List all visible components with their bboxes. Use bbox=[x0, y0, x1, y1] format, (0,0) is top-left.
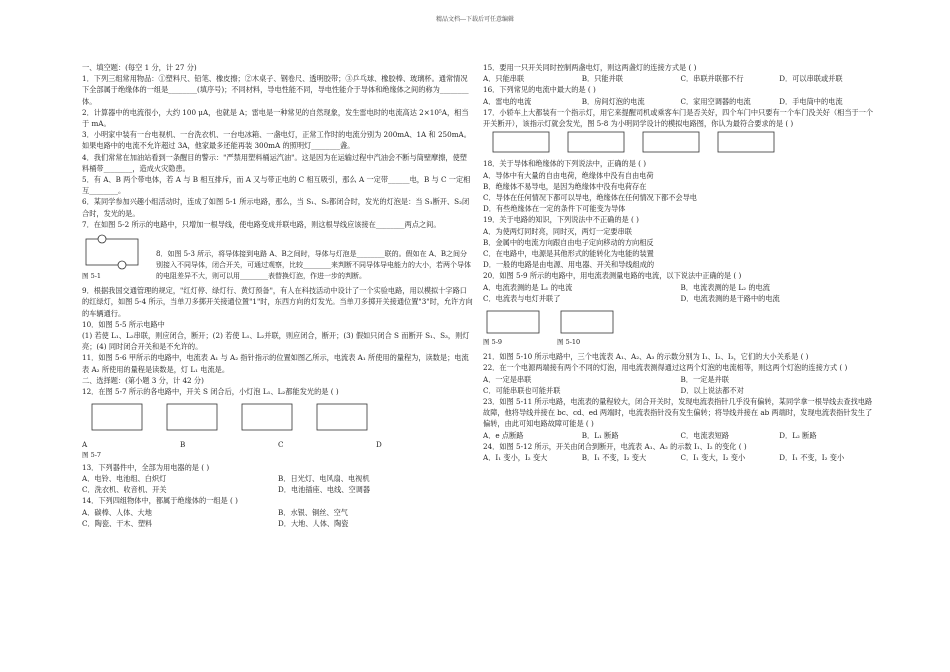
option: B．电流表测的是 L₂ 的电流 bbox=[680, 282, 770, 292]
option: C．串联并联都不行 bbox=[680, 74, 744, 84]
question-16: 16．下列常见的电流中最大的是 ( ) bbox=[483, 85, 596, 95]
option: D．大地、人体、陶瓷 bbox=[278, 518, 349, 528]
question-1: 1．下列三组常用物品：①塑料尺、铅笔、橡皮擦；②木桌子、钢卷尺、透明胶带；③乒乓球、橡胶棒、玻璃杯。通常情况下全部属于绝缘体的一组是________(填序号)；不同材料，导电性能不同，导电性能介于导体和绝缘体之间的称为________体。 bbox=[82, 74, 469, 106]
options-20 bbox=[483, 282, 878, 304]
option: A．电铃、电池组、白炽灯 bbox=[82, 473, 167, 483]
circuit-diagram-5-10 bbox=[557, 307, 617, 337]
question-8: 8．如图 5-3 所示，将导体接到电路 A、B之间时，导体与灯泡是________联的。假如在 A、B之间分别接入不同导体，闭合开关，可通过观察，比较________来判断不同导体导电能力的大小，若两个导体的电阻差异不大，则可以用________表替换灯泡，作进一步的判断。 bbox=[156, 249, 471, 281]
question-2: 2．计算器中的电流很小，大约 100 μA，也就是 A；雷电是一种常见的自然现象，发生雷电时的电流高达 2×10⁵A，相当于 mA。 bbox=[82, 107, 469, 129]
question-12: 12．在图 5-7 所示的各电路中，开关 S 闭合后，小灯泡 L₁、L₂都能发光的是 ( ) bbox=[82, 387, 339, 397]
figure-5-7 bbox=[82, 400, 474, 436]
option: B．I₁ 不变，I₂ 变大 bbox=[581, 453, 647, 463]
option: D．电池插座、电线、空调器 bbox=[278, 485, 371, 495]
circuit-diagrams-5-7 bbox=[82, 400, 382, 436]
option: B．金属中的电流方向跟自由电子定向移动的方向相反 bbox=[483, 237, 654, 247]
option: D．I₁ 不变，I₂ 变小 bbox=[779, 453, 845, 463]
left-column bbox=[82, 62, 474, 529]
question-10-parts: (1) 若使 L₁、L₂串联，则应闭合，断开；(2) 若使 L₁、L₂并联，则应闭合，断开；(3) 假如只闭合 S 而断开 S₁、S₃，则灯亮；(4) 同时闭合开关和是不允许的。 bbox=[82, 331, 470, 352]
option: C．洗衣机、收音机、开关 bbox=[82, 485, 167, 495]
option: C．家用空调器的电流 bbox=[680, 96, 751, 106]
option: B．水银、铜丝、空气 bbox=[278, 507, 348, 517]
option: C．电流表短路 bbox=[680, 430, 730, 440]
question-11: 11．如图 5-6 甲所示的电路中，电流表 A₁ 与 A₂ 指针指示的位置如图乙所示，电流表 A₁ 所使用的量程为，读数是；电流表 A₂ 所使用的量程是读数是，灯 L₁ 电流是。 bbox=[82, 353, 469, 374]
option: C．导体在任何情况下都可以导电，绝缘体在任何情况下都不会导电 bbox=[483, 193, 697, 203]
question-9: 9．根据我国交通管理的规定，"红灯停、绿灯行、黄灯预备"，有人在科技活动中设计了一个实验电路，用以模拟十字路口的红绿灯，如图 5-4 所示，当单刀多掷开关接通位置"1"时，东西方向的灯发光。当单刀多掷开关接通位置"3"时，允许方向的车辆通行。 bbox=[82, 286, 473, 318]
options-13 bbox=[82, 473, 474, 495]
option: A．电流表测的是 L₁ 的电流 bbox=[483, 282, 573, 292]
option: D．电流表测的是干路中的电流 bbox=[680, 293, 780, 303]
option: B．一定是并联 bbox=[680, 374, 729, 384]
figure-label-c: C bbox=[278, 440, 284, 450]
circuit-diagram-5-1 bbox=[82, 233, 142, 271]
section-choice-title: 二、选择题：(第小题 3 分，计 42 分) bbox=[82, 375, 204, 385]
option: B．绝缘体不易导电，是因为绝缘体中没有电荷存在 bbox=[483, 181, 647, 191]
question-23: 23．如图 5-11 所示电路，电流表的量程较大，闭合开关时，发现电流表指针几乎没有偏转，某同学拿一根导线去查找电路故障，他将导线并接在 bc、cd、ed 两端时，电流表指针没有发生偏转；将导线并接在 ab 两端时，发现电流表指针发生了偏转，由此可知电路故障可能是 ( ) bbox=[483, 397, 873, 429]
option: B．L₁ 断路 bbox=[581, 430, 619, 440]
option: C．在电路中，电源是其他形式的能转化为电能的装置 bbox=[483, 249, 654, 259]
option: A．一定是串联 bbox=[483, 374, 532, 384]
option: A．e 点断路 bbox=[483, 430, 524, 440]
options-22 bbox=[483, 374, 878, 396]
question-4: 4．我们常常在加油站看到一条醒目的警示："严禁用塑料桶运汽油"。这是因为在运输过程中汽油会不断与筒壁摩擦，使塑料桶带________，造成火灾隐患。 bbox=[82, 152, 467, 173]
option: A．碳棒、人体、大地 bbox=[82, 507, 152, 517]
figure-label-d: D bbox=[376, 440, 382, 450]
question-10: 10．如图 5-5 所示电路中 bbox=[82, 319, 165, 329]
question-21: 21．如图 5-10 所示电路中，三个电流表 A₁、A₂、A₃ 的示数分别为 I₁、I₂、I₃，它们的大小关系是 ( ) bbox=[483, 352, 809, 362]
question-22: 22．在一个电源两端接有两个不同的灯泡，用电流表测得通过这两个灯泡的电流相等，则这两个灯泡的连接方式 ( ) bbox=[483, 363, 848, 373]
option: A．I₁ 变小，I₂ 变大 bbox=[483, 453, 548, 463]
figure-caption: 图 5-7 bbox=[82, 451, 102, 460]
question-19: 19．关于电路的知识，下列说法中不正确的是 ( ) bbox=[483, 215, 639, 225]
section-fill-title: 一、填空题：(每空 1 分，计 27 分) bbox=[82, 63, 197, 72]
question-5: 5．有 A、B 两个带电体，若 A 与 B 相互排斥，而 A 又与带正电的 C 相互吸引，那么 A 一定带______电，B 与 C 一定相互________。 bbox=[82, 175, 471, 196]
option: C．I₁ 变大，I₂ 变小 bbox=[680, 453, 746, 463]
question-15: 15．要用一只开关同时控制两盏电灯，则这两盏灯的连接方式是 ( ) bbox=[483, 63, 697, 72]
option: D．有些绝缘体在一定的条件下可能变为导体 bbox=[483, 204, 626, 214]
option: A．导体中有大量的自由电荷，绝缘体中没有自由电荷 bbox=[483, 170, 654, 180]
option: A．为使两灯同时亮，同时灭，两灯一定要串联 bbox=[483, 226, 632, 236]
option: C．可能串联也可能并联 bbox=[483, 385, 561, 395]
figure-label-a: A bbox=[82, 440, 88, 450]
option: B．日光灯、电风扇、电视机 bbox=[278, 473, 370, 483]
option: A．雷电的电流 bbox=[483, 96, 532, 106]
question-18: 18．关于导体和绝缘体的下列说法中，正确的是 ( ) bbox=[483, 159, 647, 169]
question-6: 6．某同学参加兴趣小组活动时，连成了如图 5-1 所示电路，那么，当 S₁、S₂都闭合时，发光的灯泡是：当 S₁断开、S₂闭合时，发光的是。 bbox=[82, 197, 470, 218]
right-column bbox=[483, 62, 878, 463]
options-14 bbox=[82, 507, 474, 529]
options-15 bbox=[483, 73, 878, 84]
question-20: 20．如图 5-9 所示的电路中，用电流表测量电路的电流，以下说法中正确的是 ( ) bbox=[483, 271, 742, 281]
options-23 bbox=[483, 430, 878, 441]
option: C．陶瓷、干木、塑料 bbox=[82, 518, 153, 528]
option: B．只能并联 bbox=[581, 74, 623, 84]
option: D．以上说法都不对 bbox=[680, 385, 744, 395]
figure-caption: 图 5-9 bbox=[483, 338, 503, 347]
circuit-diagrams-5-8 bbox=[483, 129, 783, 155]
page-header: 精品文档---下载后可任意编辑 bbox=[435, 16, 515, 23]
circuit-diagram-5-9 bbox=[483, 307, 543, 337]
option: D．一般的电路是由电源、用电器、开关和导线组成的 bbox=[483, 260, 655, 270]
figure-5-9-5-10 bbox=[483, 307, 878, 348]
option: B．房间灯泡的电流 bbox=[581, 96, 645, 106]
question-13: 13．下列器件中，全部为用电器的是 ( ) bbox=[82, 462, 210, 472]
option: D．L₂ 断路 bbox=[779, 430, 817, 440]
figure-caption: 图 5-1 bbox=[82, 272, 102, 281]
question-3: 3．小明家中装有一台电视机、一台洗衣机、一台电冰箱、一盏电灯，正常工作时的电流分别为 200mA、1A 和 250mA。如果电路中的电流不允许超过 3A，他家最多还能再装 300mA 的照明灯________盏。 bbox=[82, 130, 471, 151]
options-16 bbox=[483, 96, 878, 107]
figure-label-b: B bbox=[180, 440, 186, 450]
question-14: 14．下列四组物体中，都属于绝缘体的一组是 ( ) bbox=[82, 496, 238, 506]
option: D．手电筒中的电流 bbox=[779, 96, 843, 106]
option: C．电流表与电灯并联了 bbox=[483, 293, 561, 303]
figure-5-7-labels bbox=[82, 439, 474, 450]
options-24 bbox=[483, 452, 878, 463]
question-7: 7．在如图 5-2 所示的电路中，只增加一根导线，使电路变成并联电路，则这根导线应该接在________两点之间。 bbox=[82, 219, 441, 229]
figure-5-1-row bbox=[82, 233, 474, 282]
figure-caption: 图 5-10 bbox=[557, 338, 581, 347]
option: D．可以串联或并联 bbox=[779, 74, 843, 84]
question-17: 17．小轿车上大都装有一个指示灯，用它来提醒司机或乘客车门是否关好，四个车门中只要有一个车门没关好（相当于一个开关断开），该指示灯就会发光，图 5-8 为小明同学设计的模拟电路图，你认为最符合要求的是 ( ) bbox=[483, 107, 874, 129]
question-24: 24．如图 5-12 所示，开关由闭合到断开，电流表 A₁、A₂ 的示数 I₁、I₂ 的变化 ( ) bbox=[483, 441, 747, 451]
option: A．只能串联 bbox=[483, 74, 525, 84]
